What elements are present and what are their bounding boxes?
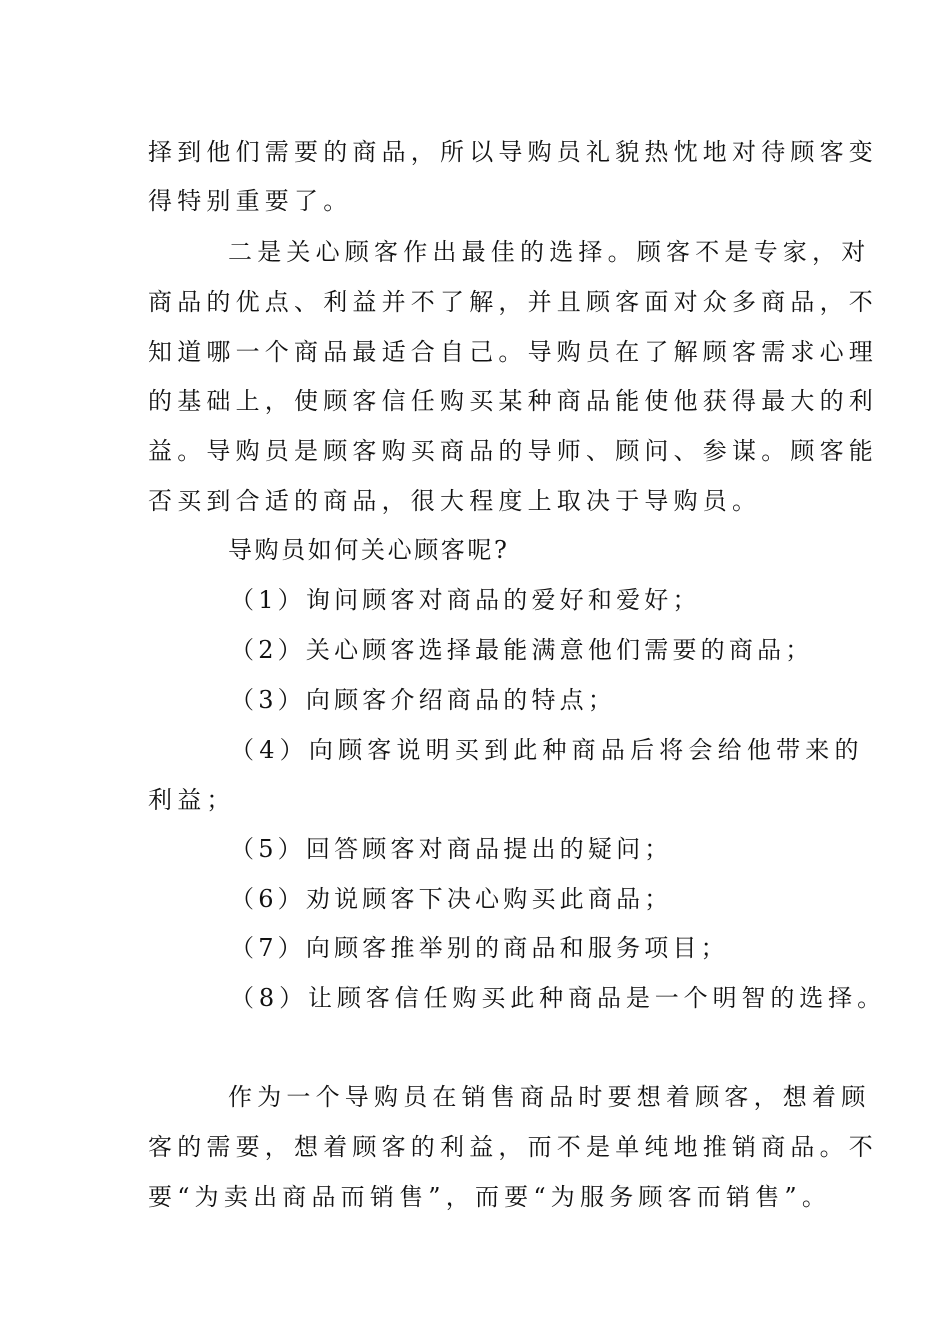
paragraph-first-line: 二是关心顾客作出最佳的选择。顾客不是专家，对: [228, 238, 871, 266]
text-line: 商品的优点、利益并不了解，并且顾客面对众多商品，不: [148, 288, 878, 316]
list-item: （1）询问顾客对商品的爱好和爱好；: [230, 586, 701, 614]
text-line: 的基础上，使顾客信任购买某种商品能使他获得最大的利: [148, 387, 878, 415]
list-item: （5）回答顾客对商品提出的疑问；: [230, 835, 673, 863]
text-line: 益。导购员是顾客购买商品的导师、顾问、参谋。顾客能: [148, 437, 878, 465]
text-line: 知道哪一个商品最适合自己。导购员在了解顾客需求心理: [148, 338, 878, 366]
list-item: （2）关心顾客选择最能满意他们需要的商品；: [230, 636, 814, 664]
list-item: （7）向顾客推举别的商品和服务项目；: [230, 934, 729, 962]
list-item: （6）劝说顾客下决心购买此商品；: [230, 885, 673, 913]
text-line: 要“为卖出商品而销售”，而要“为服务顾客而销售”。: [148, 1183, 832, 1211]
list-item-continuation: 利益；: [148, 786, 236, 814]
list-item: （4）向顾客说明买到此种商品后将会给他带来的: [230, 736, 864, 764]
text-line: 得特别重要了。: [148, 187, 353, 215]
text-line: 否买到合适的商品，很大程度上取决于导购员。: [148, 487, 762, 515]
text-line: 择到他们需要的商品，所以导购员礼貌热忱地对待顾客变: [148, 138, 878, 166]
question-line: 导购员如何关心顾客呢?: [228, 536, 510, 564]
list-item: （8）让顾客信任购买此种商品是一个明智的选择。: [230, 984, 886, 1012]
text-line: 客的需要，想着顾客的利益，而不是单纯地推销商品。不: [148, 1133, 878, 1161]
list-item: （3）向顾客介绍商品的特点；: [230, 686, 617, 714]
paragraph-first-line: 作为一个导购员在销售商品时要想着顾客，想着顾: [228, 1083, 871, 1111]
